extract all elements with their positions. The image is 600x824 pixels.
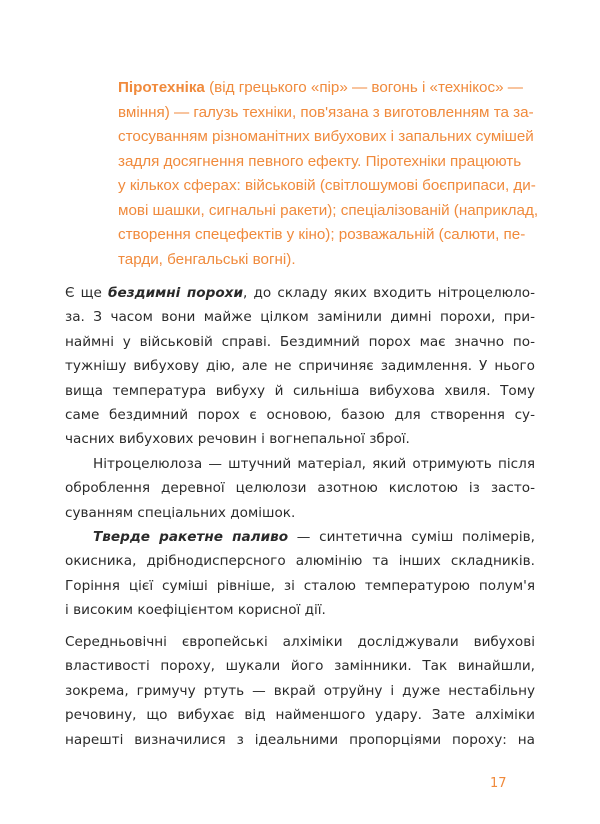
body-line: зокрема, гримучу ртуть — вкрай отруйну і дуже нестабільну <box>65 682 535 699</box>
body-line: суванням спеціальних домішок. <box>65 504 296 521</box>
body-line: і високим коефіцієнтом корисної дії. <box>65 602 326 619</box>
body-line: вища температура вибуху й сильніша вибухова хвиля. Тому <box>65 382 535 399</box>
emphasis-term: бездимні порохи <box>108 285 243 301</box>
sidebar-line: Піротехніка (від грецького «пір» — вогонь і «технікос» — <box>118 79 523 96</box>
sidebar-line: у кількох сферах: військовій (світлошумові боєприпаси, ди- <box>118 177 536 194</box>
body-line: Є ще бездимні порохи, до складу яких входить нітроцелюло- <box>65 285 535 301</box>
body-line: Нітроцелюлоза — штучний матеріал, який отримують після <box>93 455 535 472</box>
sidebar-term: Піротехніка <box>118 79 205 96</box>
body-line: окисника, дрібнодисперсного алюмінію та інших складників. <box>65 553 535 570</box>
page-number: 17 <box>490 776 507 791</box>
sidebar-line: задля досягнення певного ефекту. Піротехніки працюють <box>118 152 522 170</box>
body-line: нарешті визначилися з ідеальними пропорціями пороху: на <box>65 731 535 748</box>
body-line: часних вибухових речовин і вогнепальної зброї. <box>65 431 410 448</box>
sidebar-line: вміння) — галузь техніки, пов'язана з виготовленням та за- <box>118 103 534 121</box>
sidebar-line: стосуванням різноманітних вибухових і запальних сумішей <box>118 128 534 145</box>
body-line: Середньовічні європейські алхіміки досліджували вибухові <box>65 634 535 650</box>
paragraph-nitrocellulose <box>65 452 535 525</box>
paragraph-rocket-fuel <box>65 525 535 623</box>
body-line: тужнішу вибухову дію, але не спричиняє задимлення. У нього <box>65 358 535 375</box>
body-text-block-2 <box>65 630 535 752</box>
body-line: речовину, що вибухає від найменшого удару. Зате алхіміки <box>65 707 535 724</box>
definition-sidebar <box>118 76 539 272</box>
body-line: оброблення деревної целюлози азотною кислотою із засто- <box>65 480 535 497</box>
sidebar-line: створення спецефектів у кіно); розважальній (салюти, пе- <box>118 226 526 243</box>
body-line: саме бездимний порох є основою, базою для створення су- <box>65 407 535 424</box>
emphasis-term: Тверде ракетне паливо <box>93 529 289 546</box>
sidebar-line: мові шашки, сигнальні ракети); спеціалізованій (наприклад, <box>118 201 539 219</box>
body-line: властивості пороху, шукали його замінники. Так винайшли, <box>65 658 535 675</box>
body-line: наймні у військовій справі. Бездимний порох має значно по- <box>65 333 535 350</box>
paragraph-alchemists <box>65 630 535 752</box>
body-line: Горіння цієї суміші рівніше, зі сталою температурою полум'я <box>65 577 535 594</box>
body-line: Тверде ракетне паливо — синтетична суміш полімерів, <box>93 529 535 546</box>
body-text-block-1 <box>65 281 535 623</box>
body-line: за. З часом вони майже цілком замінили димні порохи, при- <box>65 309 535 326</box>
sidebar-line: тарди, бенгальські вогні). <box>118 250 296 268</box>
paragraph-smokeless-powder <box>65 281 535 452</box>
